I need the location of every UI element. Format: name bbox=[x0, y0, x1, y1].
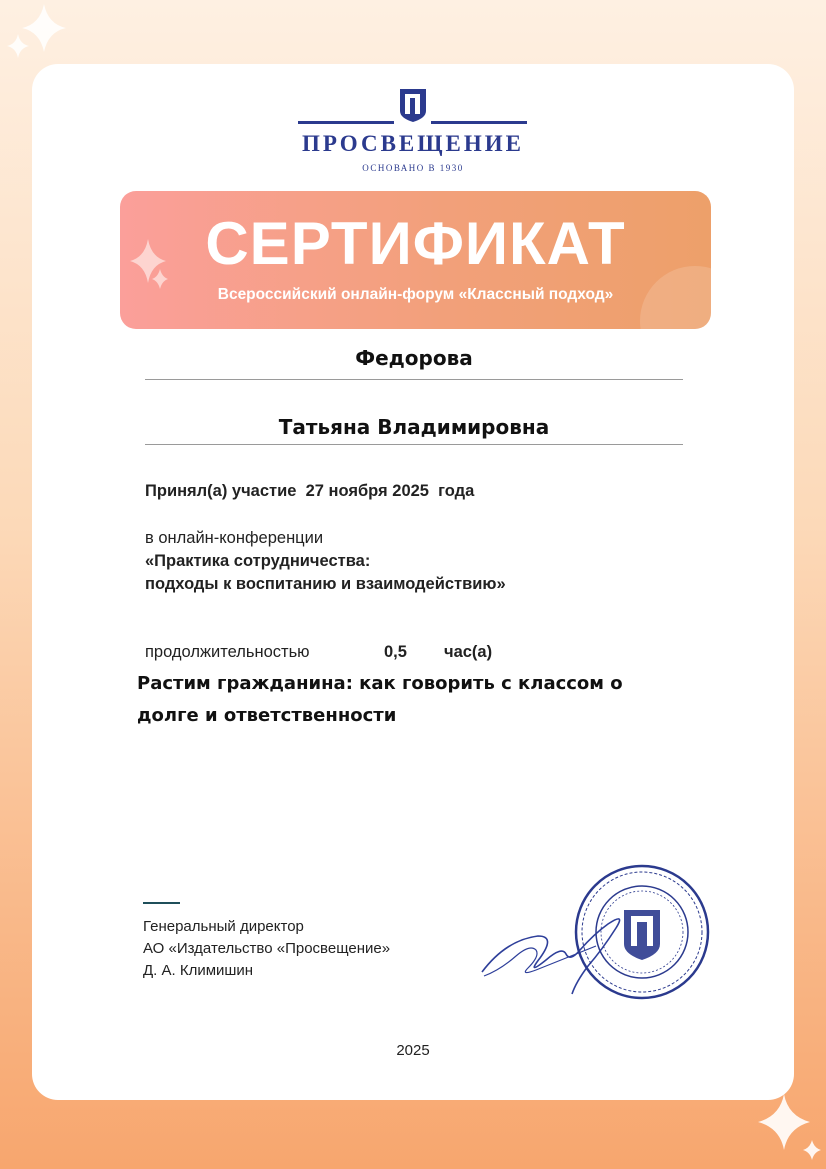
forum-subtitle: Всероссийский онлайн-форум «Классный подход» bbox=[217, 286, 614, 303]
footer-year: 2025 bbox=[396, 1042, 430, 1059]
participation-date: 27 ноября bbox=[305, 482, 388, 500]
conference-label: в онлайн-конференции bbox=[145, 529, 324, 547]
session-topic: Растим гражданина: как говорить с классом о долге и ответственности bbox=[137, 673, 623, 726]
conference-title-line2: подходы к воспитанию и взаимодействию» bbox=[145, 575, 506, 593]
founded-caption: ОСНОВАНО В 1930 bbox=[362, 163, 464, 173]
given-names-underline bbox=[145, 444, 683, 445]
duration-value: 0,5 bbox=[384, 643, 407, 661]
logo-line-left bbox=[298, 121, 394, 124]
participation-label: Принял(а) участие bbox=[145, 482, 297, 500]
signatory-company: АО «Издательство «Просвещение» bbox=[143, 940, 391, 957]
participation-year: 2025 bbox=[392, 482, 429, 500]
brand-name: ПРОСВЕЩЕНИЕ bbox=[302, 131, 524, 156]
signatory-position: Генеральный директор bbox=[143, 918, 304, 935]
duration-label: продолжительностью bbox=[145, 643, 310, 661]
signature-dash bbox=[143, 902, 180, 904]
certificate-card bbox=[32, 64, 794, 1100]
sparkle-icon bbox=[0, 0, 110, 70]
recipient-surname: Федорова bbox=[355, 346, 473, 370]
participation-year-suffix: года bbox=[438, 482, 475, 500]
participation-line bbox=[145, 482, 474, 501]
signatory-name: Д. А. Климишин bbox=[143, 962, 254, 979]
surname-underline bbox=[145, 379, 683, 380]
company-stamp bbox=[572, 862, 712, 1002]
certificate-banner bbox=[120, 191, 711, 329]
prosveshchenie-logo-icon bbox=[398, 87, 428, 123]
duration-unit: час(а) bbox=[444, 643, 493, 661]
certificate-title: СЕРТИФИКАТ bbox=[205, 210, 626, 277]
recipient-given-names: Татьяна Владимировна bbox=[278, 415, 550, 439]
logo-line-right bbox=[431, 121, 527, 124]
conference-title-line1: «Практика сотрудничества: bbox=[145, 552, 371, 570]
